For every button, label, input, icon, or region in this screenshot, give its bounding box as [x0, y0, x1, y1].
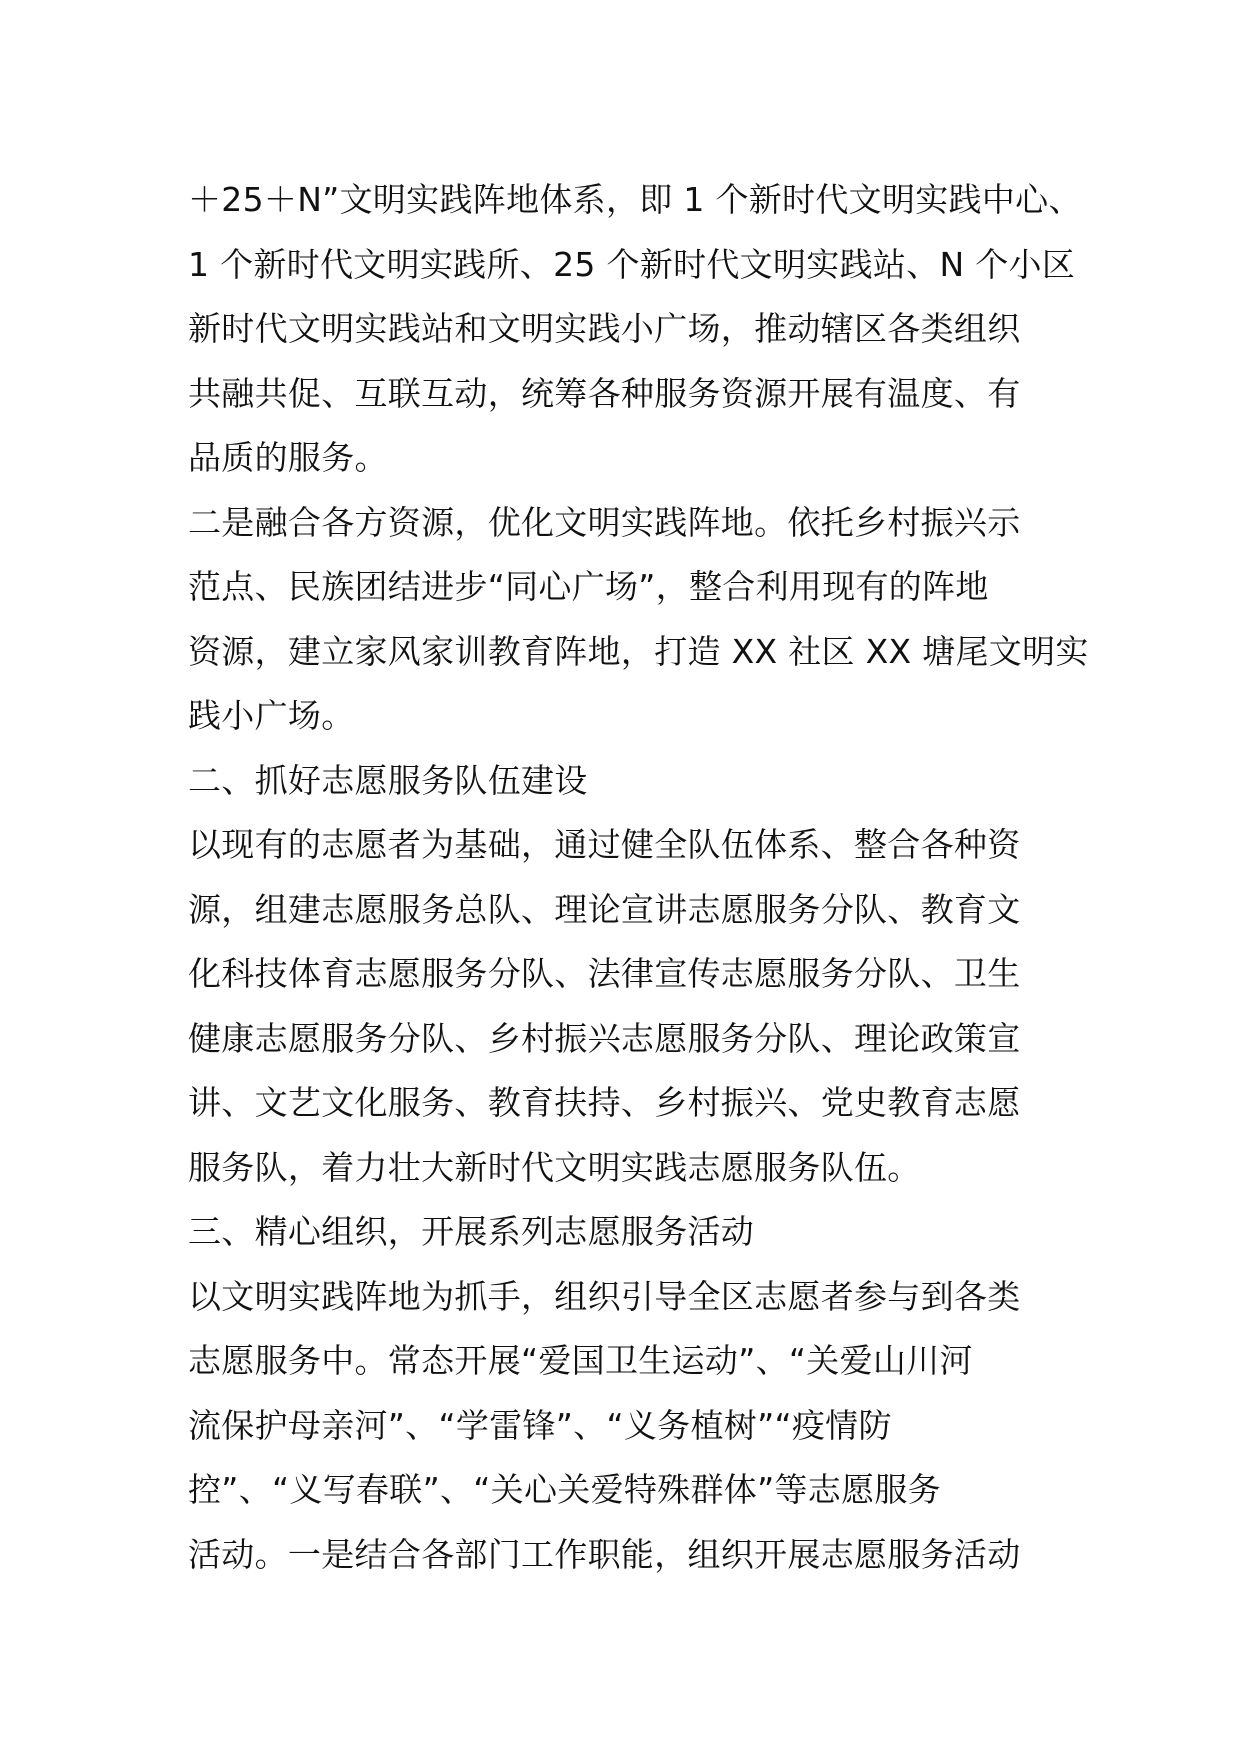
section-heading: 二、抓好志愿服务队伍建设: [188, 760, 588, 800]
paragraph-line: 新时代文明实践站和文明实践小广场，推动辖区各类组织: [188, 309, 1021, 348]
paragraph-line: 活动。一是结合各部门工作职能，组织开展志愿服务活动: [188, 1534, 1021, 1574]
paragraph-line: ＋25＋N”文明实践阵地体系，即 1 个新时代文明实践中心、: [188, 180, 1082, 219]
paragraph-line: 范点、民族团结进步“同心广场”，整合利用现有的阵地: [188, 567, 989, 606]
paragraph-line: 以现有的志愿者为基础，通过健全队伍体系、整合各种资: [188, 825, 1021, 864]
paragraph-line: 品质的服务。: [188, 438, 388, 477]
paragraph-line: 践小广场。: [188, 696, 355, 735]
document-body: [188, 168, 1089, 1587]
paragraph-line: 二是融合各方资源，优化文明实践阵地。依托乡村振兴示: [188, 502, 1021, 542]
paragraph-line: 服务队，着力壮大新时代文明实践志愿服务队伍。: [188, 1147, 921, 1187]
paragraph-line: 以文明实践阵地为抓手，组织引导全区志愿者参与到各类: [188, 1276, 1021, 1316]
paragraph-line: 源，组建志愿服务总队、理论宣讲志愿服务分队、教育文: [188, 889, 1021, 929]
paragraph-line: 志愿服务中。常态开展“爱国卫生运动”、“关爱山川河: [188, 1341, 973, 1380]
section-heading: 三、精心组织，开展系列志愿服务活动: [188, 1212, 755, 1251]
paragraph-line: 资源，建立家风家训教育阵地，打造 XX 社区 XX 塘尾文明实: [188, 631, 1089, 671]
paragraph-line: 流保护母亲河”、“学雷锋”、“义务植树”“疫情防: [188, 1405, 892, 1445]
paragraph-line: 化科技体育志愿服务分队、法律宣传志愿服务分队、卫生: [188, 954, 1021, 993]
paragraph-line: 控”、“义写春联”、“关心关爱特殊群体”等志愿服务: [188, 1470, 941, 1509]
paragraph-line: 讲、文艺文化服务、教育扶持、乡村振兴、党史教育志愿: [188, 1083, 1021, 1122]
paragraph-line: 健康志愿服务分队、乡村振兴志愿服务分队、理论政策宣: [188, 1018, 1021, 1058]
paragraph-line: 共融共促、互联互动，统筹各种服务资源开展有温度、有: [188, 373, 1021, 413]
paragraph-line: 1 个新时代文明实践所、25 个新时代文明实践站、N 个小区: [188, 244, 1076, 284]
